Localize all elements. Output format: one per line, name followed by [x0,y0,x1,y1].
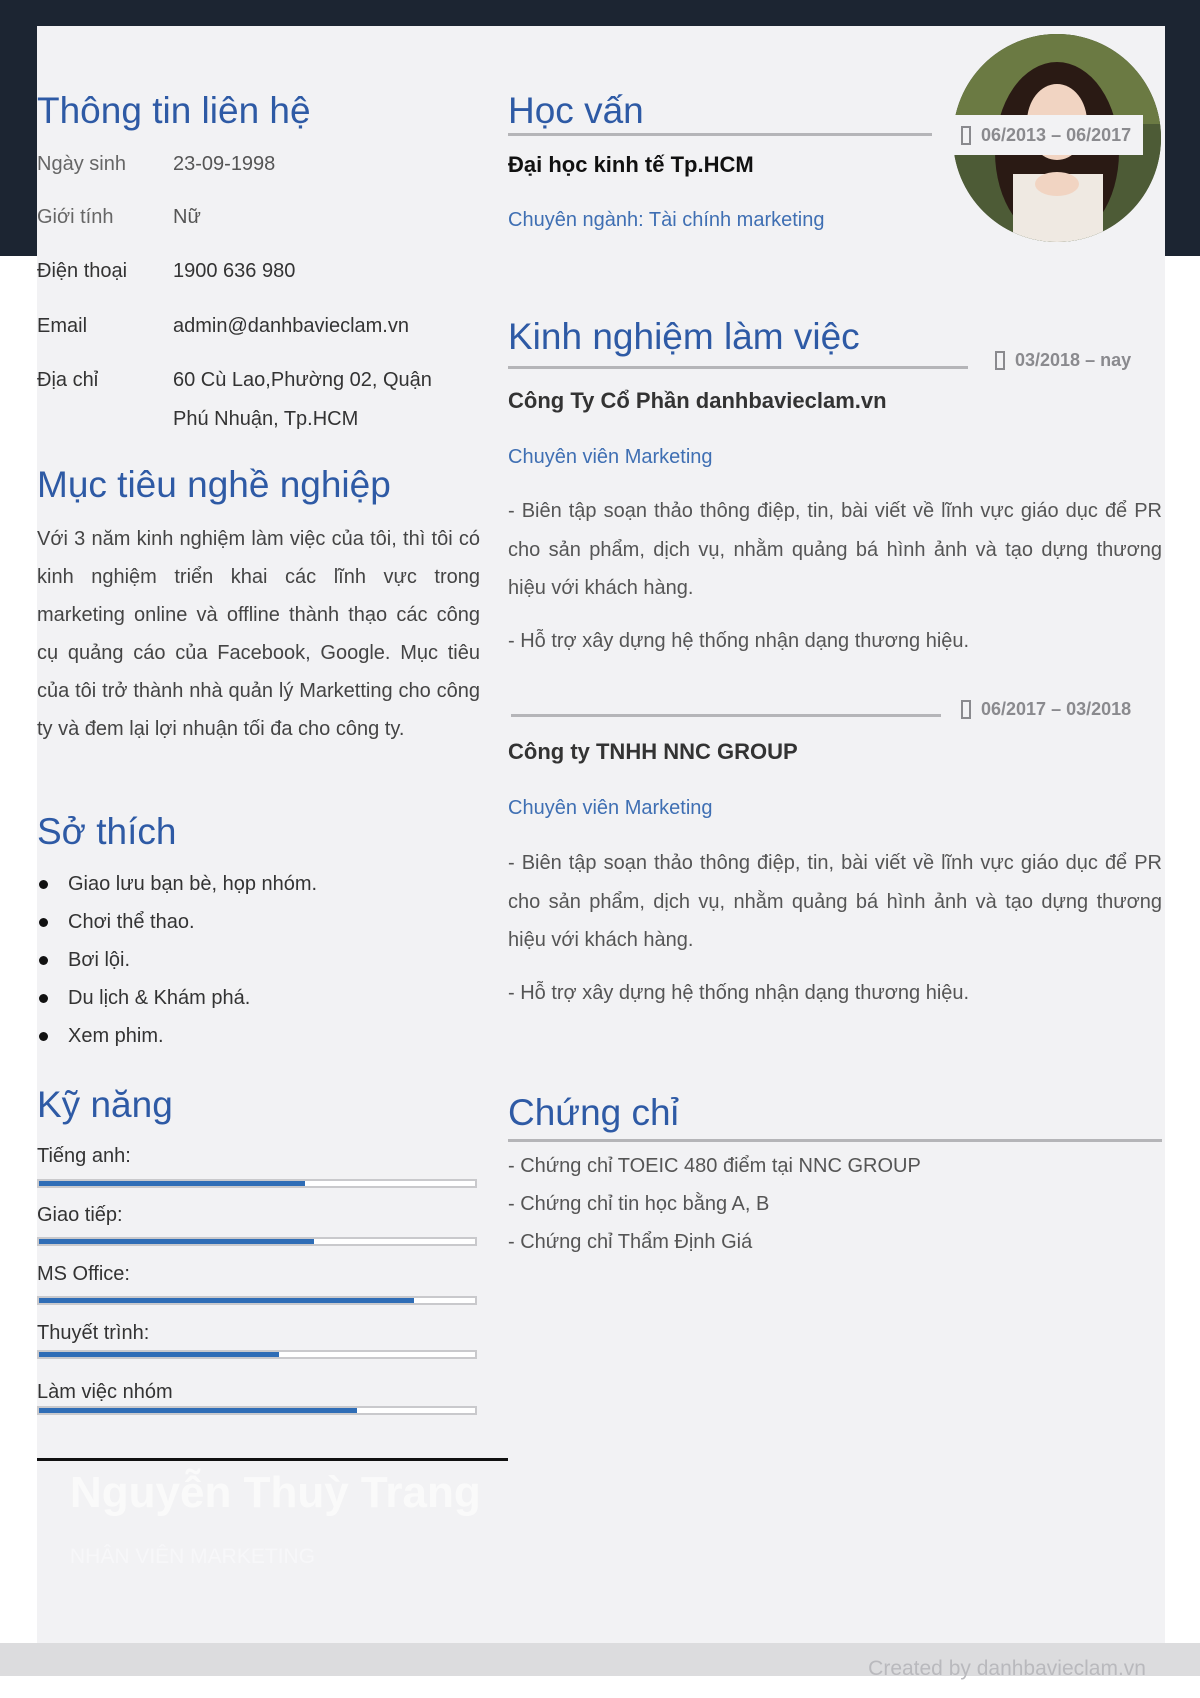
hobby-item: Chơi thể thao. [68,911,195,933]
bullet-icon [39,880,48,889]
calendar-icon [961,126,971,145]
contact-label-address: Địa chỉ [37,369,99,391]
skill-bar-track [37,1406,477,1415]
contact-title: Thông tin liên hệ [37,90,311,131]
hobby-item: Xem phim. [68,1025,164,1047]
skill-label: MS Office: [37,1263,130,1285]
certificates-title: Chứng chỉ [508,1092,679,1133]
education-school: Đại học kinh tế Tp.HCM [508,152,754,177]
calendar-icon [995,351,1005,370]
certificates-rule [508,1139,1162,1142]
job-company: Công Ty Cổ Phần danhbavieclam.vn [508,388,887,413]
job-role: Chuyên viên Marketing [508,446,713,468]
contact-value-dob: 23-09-1998 [173,153,276,175]
skill-label: Thuyết trình: [37,1322,150,1344]
contact-label-gender: Giới tính [37,206,114,228]
skill-bar-fill [39,1239,314,1244]
certificate-item: - Chứng chỉ tin học bằng A, B [508,1193,770,1215]
job-company: Công ty TNHH NNC GROUP [508,739,798,764]
job-rule [511,714,941,717]
education-date [951,115,1143,155]
skill-label: Giao tiếp: [37,1204,123,1226]
footer-credit: Created by danhbavieclam.vn [868,1657,1146,1680]
experience-rule [508,366,968,369]
education-title: Học vấn [508,90,644,131]
skill-bar-fill [39,1181,305,1186]
job-date-text: 06/2017 – 03/2018 [981,698,1132,719]
skill-bar-track [37,1296,477,1305]
name-divider [37,1458,508,1461]
hobbies-title: Sở thích [37,811,177,852]
job-description: - Hỗ trợ xây dựng hệ thống nhận dạng thương hiệu. [508,982,970,1004]
bullet-icon [39,1032,48,1041]
objective-title: Mục tiêu nghề nghiệp [37,464,391,505]
education-rule [508,133,932,136]
job-date-text: 03/2018 – nay [1015,349,1132,370]
skill-bar-fill [39,1352,279,1357]
job-description: - Biên tập soạn thảo thông điệp, tin, bài viết về lĩnh vực giáo dục để PR cho sản phẩm, dịch vụ, nhằm quảng bá hình ảnh và tạo dựng thương hiệu với khách hàng. [508,500,1162,599]
contact-label-email: Email [37,315,88,337]
hobby-item: Du lịch & Khám phá. [68,987,251,1009]
skill-label: Tiếng anh: [37,1145,131,1167]
job-role: Chuyên viên Marketing [508,797,713,819]
contact-value-phone: 1900 636 980 [173,260,296,282]
job-date [985,340,1143,380]
skills-title: Kỹ năng [37,1084,173,1125]
skill-bar-track [37,1179,477,1188]
candidate-name: Nguyễn Thuỳ Trang [70,1468,481,1517]
calendar-icon [961,700,971,719]
bullet-icon [39,956,48,965]
skill-bar-track [37,1237,477,1246]
education-major: Chuyên ngành: Tài chính marketing [508,209,825,231]
bullet-icon [39,994,48,1003]
job-date [951,689,1143,729]
skill-bar-fill [39,1408,357,1413]
skill-label: Làm việc nhóm [37,1381,173,1403]
job-description: - Biên tập soạn thảo thông điệp, tin, bài viết về lĩnh vực giáo dục để PR cho sản phẩm, dịch vụ, nhằm quảng bá hình ảnh và tạo dựng thương hiệu với khách hàng. [508,852,1162,951]
education-date-text: 06/2013 – 06/2017 [981,124,1132,145]
objective-text: Với 3 năm kinh nghiệm làm việc của tôi, thì tôi có kinh nghiệm triển khai các lĩnh vực trong marketing online và offline thành thạo các công cụ quảng cáo của Facebook, Google. Mục tiêu của tôi trở thành nhà quản lý Marketting cho công ty và đem lại lợi nhuận tối đa cho công ty. [37,528,480,740]
contact-label-dob: Ngày sinh [37,153,126,175]
hobby-item: Giao lưu bạn bè, họp nhóm. [68,873,318,895]
certificate-item: - Chứng chỉ Thẩm Định Giá [508,1231,753,1253]
contact-value-address-line2: Phú Nhuận, Tp.HCM [173,408,359,430]
hobby-item: Bơi lội. [68,949,131,971]
contact-value-address: 60 Cù Lao,Phường 02, Quận [173,369,432,391]
certificate-item: - Chứng chỉ TOEIC 480 điểm tại NNC GROUP [508,1155,921,1177]
skill-bar-track [37,1350,477,1359]
candidate-job-title: NHÂN VIÊN MARKETING [70,1545,316,1568]
experience-title: Kinh nghiệm làm việc [508,316,860,357]
bullet-icon [39,918,48,927]
job-description: - Hỗ trợ xây dựng hệ thống nhận dạng thương hiệu. [508,630,970,652]
skill-bar-fill [39,1298,414,1303]
contact-value-gender: Nữ [173,206,201,228]
contact-value-email: admin@danhbavieclam.vn [173,315,409,337]
contact-label-phone: Điện thoại [37,260,128,282]
